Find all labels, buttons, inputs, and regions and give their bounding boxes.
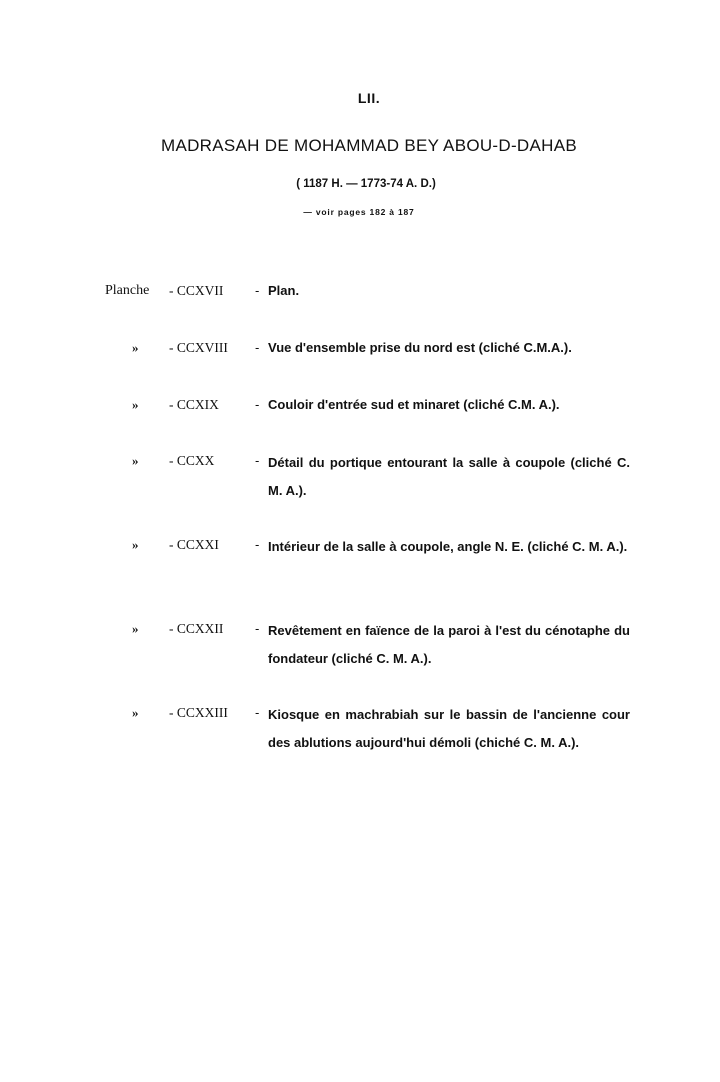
ditto-mark: »	[132, 397, 139, 412]
plate-numeral: - CCXVII	[169, 283, 224, 298]
plate-label: Planche	[105, 283, 150, 298]
plate-description: Vue d'ensemble prise du nord est (cliché C.M.A.).	[268, 340, 572, 355]
plate-description: Couloir d'entrée sud et minaret (cliché C.M. A.).	[268, 397, 560, 412]
plate-description: Intérieur de la salle à coupole, angle N. E. (cliché C. M. A.).	[268, 539, 628, 554]
separator-dash: -	[255, 397, 260, 412]
plate-numeral: - CCXIX	[169, 397, 219, 412]
section-number: LII.	[357, 90, 381, 106]
ditto-mark: »	[132, 705, 139, 720]
plate-description: Détail du portique entourant la salle à coupole (cliché C. M. A.).	[268, 455, 630, 498]
ditto-mark: »	[132, 537, 139, 552]
plate-description: Kiosque en machrabiah sur le bassin de l'ancienne cour des ablutions aujourd'hui démoli (chiché C. M. A.).	[268, 707, 630, 750]
plate-numeral: - CCXXI	[169, 537, 219, 552]
plate-description: Plan.	[268, 283, 300, 298]
plate-numeral: - CCXXII	[169, 621, 224, 636]
plate-numeral: - CCXVIII	[169, 340, 228, 355]
separator-dash: -	[255, 621, 260, 636]
page-reference: — voir pages 182 à 187	[303, 207, 415, 217]
separator-dash: -	[255, 705, 260, 720]
plate-description: Revêtement en faïence de la paroi à l'est du cénotaphe du fondateur (cliché C. M. A.).	[268, 623, 630, 666]
separator-dash: -	[255, 340, 260, 355]
ditto-mark: »	[132, 621, 139, 636]
plate-numeral: - CCXXIII	[169, 705, 228, 720]
date-line: ( 1187 H. — 1773-74 A. D.)	[296, 178, 436, 190]
ditto-mark: »	[132, 340, 139, 355]
monument-title: MADRASAH DE MOHAMMAD BEY ABOU-D-DAHAB	[160, 136, 577, 155]
separator-dash: -	[255, 537, 260, 552]
separator-dash: -	[255, 283, 260, 298]
plate-numeral: - CCXX	[169, 453, 215, 468]
ditto-mark: »	[132, 453, 139, 468]
separator-dash: -	[255, 453, 260, 468]
